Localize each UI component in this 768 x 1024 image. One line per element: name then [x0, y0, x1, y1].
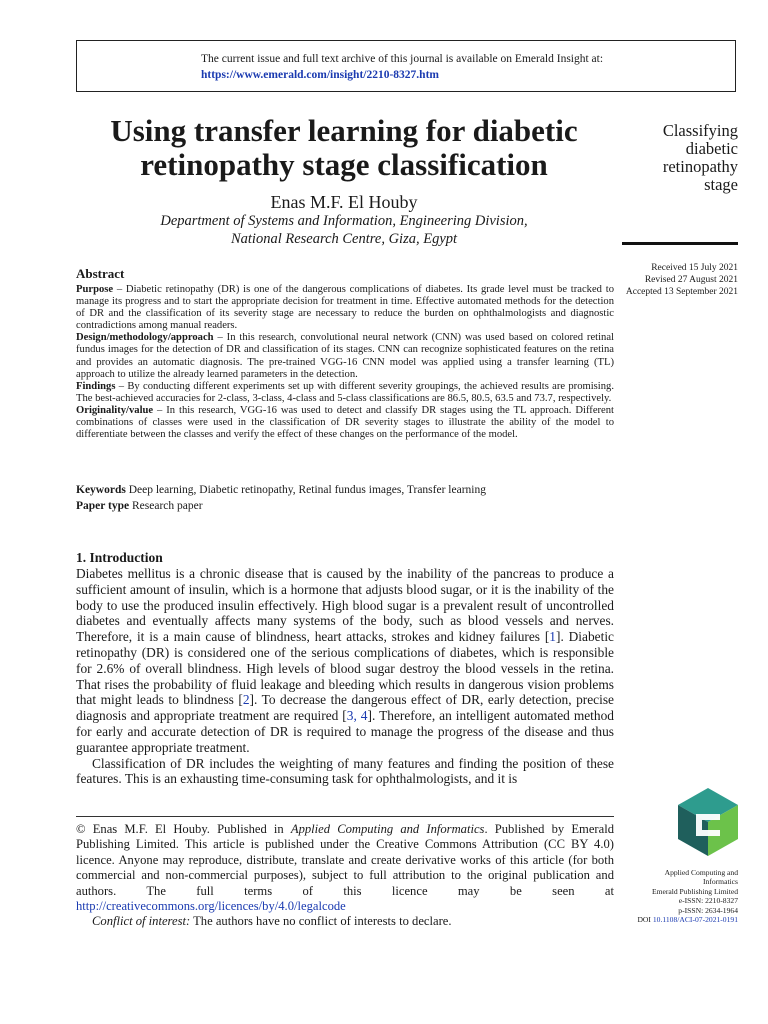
citation-link-1[interactable]: 1 — [549, 629, 556, 645]
originality-label: Originality/value — [76, 404, 154, 416]
publication-info — [624, 868, 738, 924]
abstract-body — [76, 284, 614, 441]
keywords-text: Deep learning, Diabetic retinopathy, Retinal fundus images, Transfer learning — [125, 484, 486, 496]
running-head-line: stage — [704, 175, 738, 194]
journal-name-italic: Applied Computing and Informatics — [290, 822, 485, 836]
running-head-line: diabetic — [685, 139, 738, 158]
paper-type-label: Paper type — [76, 500, 130, 512]
findings-text: – By conducting different experiments set up with different severity groupings, the achieved results are promising. The best-achieved accuracies for 2-class, 3-class, 4-class and 5-class classifications are 86.5, 80.5, 63.5 and 73.7, respectively. — [76, 380, 614, 404]
title-line-2: retinopathy stage classification — [140, 147, 548, 182]
introduction-body — [76, 566, 614, 787]
running-head-line: retinopathy — [662, 157, 738, 176]
author-name: Enas M.F. El Houby — [270, 192, 418, 212]
accepted-date: Accepted 13 September 2021 — [625, 287, 738, 297]
coi-text: The authors have no conflict of interests to declare. — [190, 914, 452, 929]
licence-text: . Published by Emerald Publishing Limited. This article is published under the Creative Commons Attribution (CC BY 4.0) licence. Anyone may reproduce, distribute, translate and create derivative works of this article (for both commercial and non-commercial purposes), subject to full attribution to the original publication and authors. The full terms of this licence may be seen at — [76, 822, 614, 898]
keywords-line — [76, 482, 614, 498]
introduction-heading: 1. Introduction — [76, 550, 163, 565]
received-date: Received 15 July 2021 — [651, 263, 738, 273]
footnote-rule — [76, 816, 614, 817]
intro-text: Diabetes mellitus is a chronic disease that is caused by the inability of the pancreas to produce a sufficient amount of insulin, which is a hormone that adjusts blood sugar, or it is the inability of the body to use the produced insulin effectively. High blood sugar is a prevalent result of uncontrolled diabetes and eventually affects many systems of the body, such as blood vessels and nerves. Therefore, it is a main cause of blindness, heart attacks, strokes and kidney failures [ — [76, 566, 614, 645]
intro-paragraph-2: Classification of DR includes the weighting of many features and finding the position of these features. This is an exhausting time-consuming task for ophthalmologists, and it is — [76, 755, 614, 787]
purpose-text: – Diabetic retinopathy (DR) is one of the dangerous complications of diabetes. Its grade level must be tracked to manage its progress and to start the appropriate decision for treatment in time. Effective automated methods for the detection of DR and the classification of its severity stage are necessary to reduce the burden on ophthalmologists and diagnostic contradictions among manual readers. — [76, 284, 614, 332]
footnote-block — [76, 822, 614, 930]
paper-type-line — [76, 498, 614, 514]
running-head-rule — [622, 242, 738, 245]
running-head — [620, 122, 738, 194]
intro-text: ]. Therefore, an intelligent automated method for early and accurate detection of DR is required to manage the progress of the disease and thus guarantee appropriate treatment. — [76, 708, 614, 755]
abstract-design — [76, 332, 614, 380]
coi-label: Conflict of interest: — [92, 914, 191, 929]
author-affiliation — [66, 212, 622, 248]
revised-date: Revised 27 August 2021 — [644, 275, 738, 285]
affiliation-line-2: National Research Centre, Giza, Egypt — [230, 231, 458, 247]
citation-link-2[interactable]: 2 — [242, 692, 250, 708]
conflict-of-interest — [76, 914, 614, 929]
publisher-name: Emerald Publishing Limited — [651, 886, 738, 896]
intro-paragraph-1 — [76, 566, 614, 756]
pissn: p-ISSN: 2634-1964 — [678, 905, 738, 915]
article-title — [66, 114, 622, 182]
design-label: Design/methodology/approach — [76, 332, 214, 344]
archive-notice-box — [76, 40, 736, 92]
intro-text: ]. Diabetic retinopathy (DR) is considered one of the serious complications of diabetes, which is responsible for 2.6% of overall blindness. High levels of blood sugar destroy the blood vessels in the retina. That rises the probability of fluid leakage and bleeding which results in dangerous vision problems that might leads to blindness [ — [76, 629, 614, 708]
intro-text: ]. To decrease the dangerous effect of DR, early detection, precise diagnosis and appropriate treatment are required [ — [76, 692, 614, 724]
originality-text: – In this research, VGG-16 was used to detect and classify DR stages using the TL approach. Different combinations of classes were used in the classification of DR severity stages to illustrate the ability of the model to differentiate between the classes and verify the effect of these changes on the performance of the model. — [76, 404, 614, 441]
journal-url-link[interactable]: https://www.emerald.com/insight/2210-8327.htm — [201, 69, 439, 81]
doi-line — [624, 915, 738, 924]
paper-type-text: Research paper — [129, 500, 203, 512]
abstract-originality — [76, 405, 614, 441]
article-dates — [600, 262, 738, 298]
licence-link[interactable]: http://creativecommons.org/licences/by/4.0/legalcode — [76, 899, 346, 914]
journal-logo-icon — [676, 786, 740, 858]
running-head-line: Classifying — [662, 121, 738, 140]
journal-name-line-1: Applied Computing and — [664, 868, 738, 877]
findings-label: Findings — [76, 380, 116, 392]
doi-label: DOI — [637, 915, 653, 925]
keywords-label: Keywords — [76, 484, 126, 496]
archive-notice-text: The current issue and full text archive of this journal is available on Emerald Insight at: — [201, 53, 604, 65]
affiliation-line-1: Department of Systems and Information, Engineering Division, — [160, 213, 528, 229]
citation-link-3-4[interactable]: 3, 4 — [346, 708, 368, 724]
copyright-text: © Enas M.F. El Houby. Published in — [76, 822, 291, 836]
purpose-label: Purpose — [76, 284, 114, 295]
design-text: – In this research, convolutional neural network (CNN) was used based on colored retinal fundus images for the detection of DR and classification of its stages. CNN can recognize sophisticated features on the retina and provides an automatic diagnosis. The pre-trained VGG-16 CNN model was applied using a transfer learning (TL) approach to utilize the already learned parameters in the detection. — [76, 332, 614, 380]
abstract-heading: Abstract — [76, 266, 125, 281]
title-line-1: Using transfer learning for diabetic — [110, 113, 578, 148]
eissn: e-ISSN: 2210-8327 — [678, 896, 738, 906]
doi-link[interactable]: 10.1108/ACI-07-2021-0191 — [652, 915, 738, 925]
journal-name-line-2: Informatics — [702, 877, 738, 887]
copyright-notice — [76, 822, 614, 914]
abstract-purpose — [76, 284, 614, 332]
abstract-findings — [76, 381, 614, 405]
keywords-block — [76, 482, 614, 514]
